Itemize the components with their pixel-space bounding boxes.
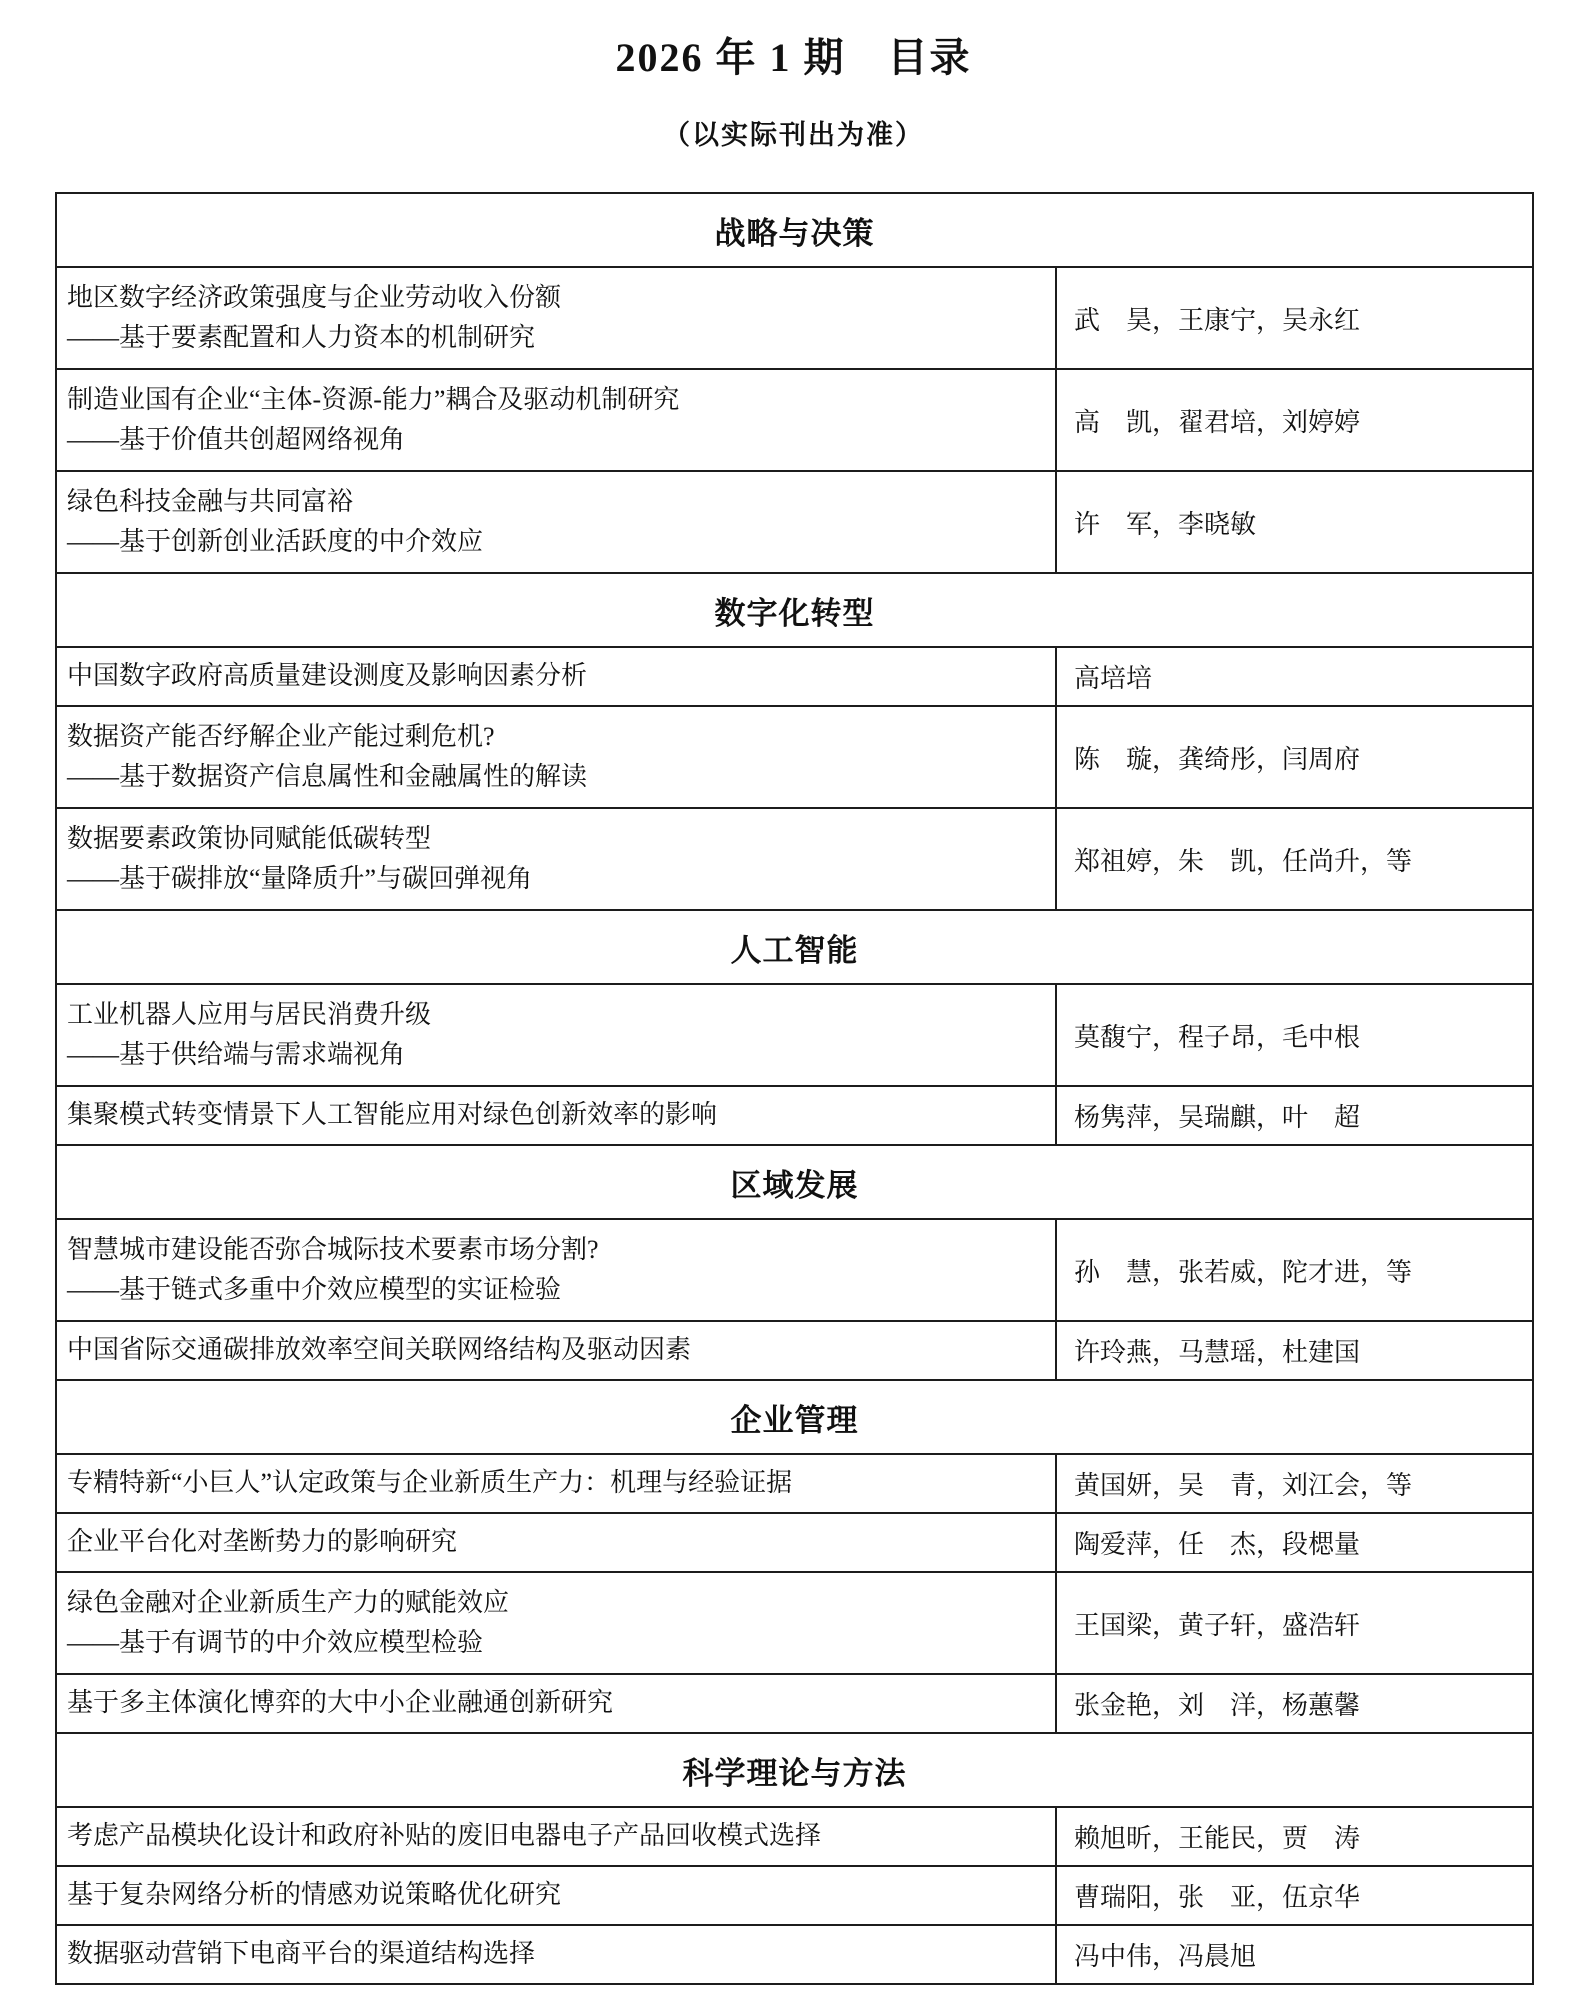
article-row — [56, 1674, 1533, 1733]
article-authors: 赖旭昕，王能民，贾 涛 — [1056, 1807, 1533, 1866]
article-title-line1: 绿色金融对企业新质生产力的赋能效应 — [67, 1587, 510, 1617]
article-title-line1: 专精特新“小巨人”认定政策与企业新质生产力：机理与经验证据 — [67, 1468, 793, 1498]
article-title-line1: 地区数字经济政策强度与企业劳动收入份额 — [67, 282, 562, 312]
article-authors: 武 昊，王康宁，吴永红 — [1056, 267, 1533, 369]
article-row — [56, 1925, 1533, 1984]
article-title-line1: 绿色科技金融与共同富裕 — [67, 486, 354, 516]
section-header-row — [56, 1733, 1533, 1807]
article-row — [56, 471, 1533, 573]
article-authors: 高培培 — [1056, 647, 1533, 706]
article-title-line1: 数据资产能否纾解企业产能过剩危机? — [67, 721, 495, 751]
article-title-cell — [56, 1086, 1056, 1145]
article-authors: 王国梁，黄子轩，盛浩轩 — [1056, 1572, 1533, 1674]
article-title-line2: ——基于碳排放“量降质升”与碳回弹视角 — [67, 863, 533, 893]
article-title-line1: 考虑产品模块化设计和政府补贴的废旧电器电子产品回收模式选择 — [67, 1821, 822, 1851]
article-title-line2: ——基于价值共创超网络视角 — [67, 424, 406, 454]
article-title-line2: ——基于要素配置和人力资本的机制研究 — [67, 322, 536, 352]
section-title: 企业管理 — [56, 1380, 1533, 1454]
article-title-cell — [56, 984, 1056, 1086]
article-row — [56, 1513, 1533, 1572]
article-title-cell — [56, 1513, 1056, 1572]
article-row — [56, 984, 1533, 1086]
article-title-cell — [56, 1925, 1056, 1984]
article-title-line1: 集聚模式转变情景下人工智能应用对绿色创新效率的影响 — [67, 1100, 718, 1130]
article-title-line2: ——基于有调节的中介效应模型检验 — [67, 1627, 484, 1657]
article-title-cell — [56, 647, 1056, 706]
article-row — [56, 1572, 1533, 1674]
article-title-line1: 数据要素政策协同赋能低碳转型 — [67, 823, 432, 853]
article-title-line2: ——基于创新创业活跃度的中介效应 — [67, 526, 484, 556]
article-row — [56, 1086, 1533, 1145]
section-title: 数字化转型 — [56, 573, 1533, 647]
article-title-line1: 中国数字政府高质量建设测度及影响因素分析 — [67, 661, 588, 691]
article-title-cell — [56, 706, 1056, 808]
article-row — [56, 706, 1533, 808]
article-title-line1: 中国省际交通碳排放效率空间关联网络结构及驱动因素 — [67, 1335, 692, 1365]
article-row — [56, 647, 1533, 706]
article-authors: 陶爱萍，任 杰，段楒量 — [1056, 1513, 1533, 1572]
article-authors: 莫馥宁，程子昂，毛中根 — [1056, 984, 1533, 1086]
article-title-line2: ——基于数据资产信息属性和金融属性的解读 — [67, 761, 588, 791]
section-title: 区域发展 — [56, 1145, 1533, 1219]
section-header-row — [56, 910, 1533, 984]
article-title-cell — [56, 1321, 1056, 1380]
article-title-cell — [56, 1807, 1056, 1866]
section-header-row — [56, 573, 1533, 647]
article-row — [56, 1219, 1533, 1321]
article-title-line2: ——基于供给端与需求端视角 — [67, 1039, 406, 1069]
article-authors: 许 军，李晓敏 — [1056, 471, 1533, 573]
page-subtitle: （以实际刊出为准） — [663, 120, 924, 150]
article-title-cell — [56, 1866, 1056, 1925]
article-row — [56, 1866, 1533, 1925]
article-authors: 郑祖婷，朱 凯，任尚升，等 — [1056, 808, 1533, 910]
toc-table — [55, 192, 1534, 1985]
article-authors: 曹瑞阳，张 亚，伍京华 — [1056, 1866, 1533, 1925]
article-authors: 高 凯，翟君培，刘婷婷 — [1056, 369, 1533, 471]
article-title-line1: 智慧城市建设能否弥合城际技术要素市场分割? — [67, 1234, 599, 1264]
article-title-line1: 企业平台化对垄断势力的影响研究 — [67, 1527, 458, 1557]
article-row — [56, 267, 1533, 369]
article-authors: 许玲燕，马慧瑶，杜建国 — [1056, 1321, 1533, 1380]
section-header-row — [56, 1145, 1533, 1219]
section-title: 人工智能 — [56, 910, 1533, 984]
article-title-cell — [56, 1454, 1056, 1513]
article-title-cell — [56, 808, 1056, 910]
article-title-cell — [56, 1219, 1056, 1321]
section-header-row — [56, 193, 1533, 267]
section-title: 科学理论与方法 — [56, 1733, 1533, 1807]
article-title-line2: ——基于链式多重中介效应模型的实证检验 — [67, 1274, 562, 1304]
article-title-line1: 基于多主体演化博弈的大中小企业融通创新研究 — [67, 1688, 614, 1718]
article-title-cell — [56, 267, 1056, 369]
article-title-line1: 基于复杂网络分析的情感劝说策略优化研究 — [67, 1880, 562, 1910]
article-row — [56, 369, 1533, 471]
article-title-cell — [56, 471, 1056, 573]
article-authors: 张金艳，刘 洋，杨蕙馨 — [1056, 1674, 1533, 1733]
article-authors: 陈 璇，龚绮彤，闫周府 — [1056, 706, 1533, 808]
article-authors: 黄国妍，吴 青，刘江会，等 — [1056, 1454, 1533, 1513]
article-title-cell — [56, 1572, 1056, 1674]
article-title-cell — [56, 369, 1056, 471]
article-row — [56, 808, 1533, 910]
article-row — [56, 1454, 1533, 1513]
page-title: 2026 年 1 期 目录 — [615, 35, 972, 80]
article-authors: 冯中伟，冯晨旭 — [1056, 1925, 1533, 1984]
article-title-cell — [56, 1674, 1056, 1733]
article-title-line1: 制造业国有企业“主体-资源-能力”耦合及驱动机制研究 — [67, 384, 680, 414]
article-authors: 杨隽萍，吴瑞麒，叶 超 — [1056, 1086, 1533, 1145]
article-title-line1: 数据驱动营销下电商平台的渠道结构选择 — [67, 1939, 536, 1969]
section-header-row — [56, 1380, 1533, 1454]
article-row — [56, 1321, 1533, 1380]
article-row — [56, 1807, 1533, 1866]
section-title: 战略与决策 — [56, 193, 1533, 267]
article-title-line1: 工业机器人应用与居民消费升级 — [67, 999, 432, 1029]
article-authors: 孙 慧，张若威，陀才进，等 — [1056, 1219, 1533, 1321]
